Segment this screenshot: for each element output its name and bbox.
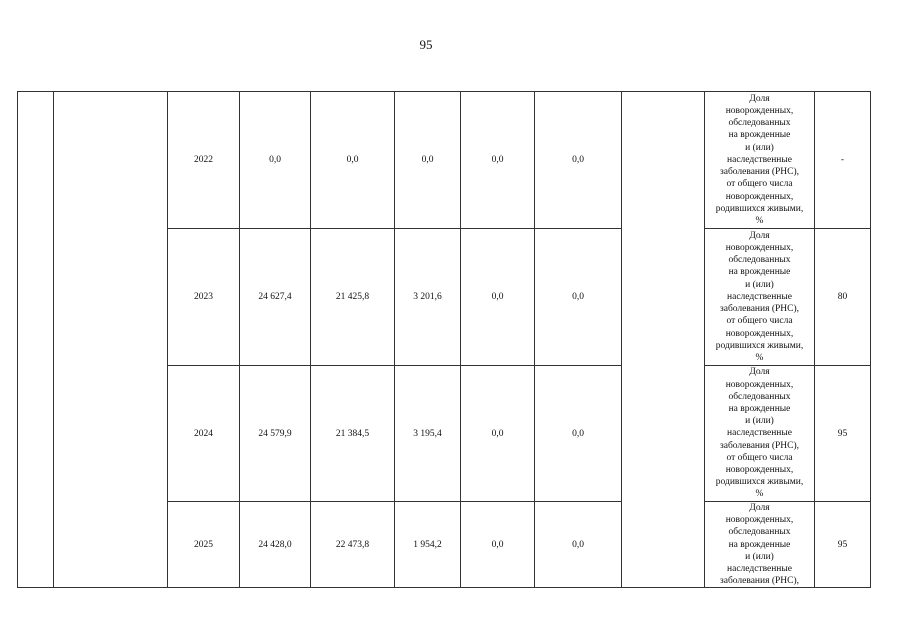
value-cell: 0,0 — [395, 92, 461, 229]
indicator-description: Доля новорожденных, обследованных на врожденные и (или) наследственные заболевания (РНС), от общего числа новорожденных, родившихся живыми, % — [705, 366, 815, 502]
value-cell: 0,0 — [461, 502, 535, 588]
total-cell: 24 627,4 — [240, 229, 311, 366]
total-cell: 0,0 — [240, 92, 311, 229]
value-cell: 0,0 — [535, 92, 622, 229]
value-cell: 0,0 — [535, 502, 622, 588]
year-cell: 2023 — [168, 229, 240, 366]
page-number: 95 — [419, 37, 433, 52]
year-cell: 2025 — [168, 502, 240, 588]
value-cell: 0,0 — [311, 92, 395, 229]
indicator-description: Доля новорожденных, обследованных на врожденные и (или) наследственные заболевания (РНС), от общего числа новорожденных, родившихся живыми, % — [705, 229, 815, 366]
value-cell: 0,0 — [461, 92, 535, 229]
value-cell: 0,0 — [535, 229, 622, 366]
empty-cell — [54, 92, 168, 588]
target-value-cell: 95 — [815, 366, 871, 502]
year-cell: 2022 — [168, 92, 240, 229]
indicator-description: Доля новорожденных, обследованных на врожденные и (или) наследственные заболевания (РНС), от общего числа новорожденных, родившихся живыми, % — [705, 92, 815, 229]
value-cell: 0,0 — [461, 366, 535, 502]
empty-cell — [18, 92, 54, 588]
table-row — [18, 92, 871, 229]
value-cell: 0,0 — [535, 366, 622, 502]
empty-cell — [622, 92, 705, 588]
total-cell: 24 579,9 — [240, 366, 311, 502]
year-cell: 2024 — [168, 366, 240, 502]
value-cell: 21 384,5 — [311, 366, 395, 502]
value-cell: 3 195,4 — [395, 366, 461, 502]
target-value-cell: 95 — [815, 502, 871, 588]
total-cell: 24 428,0 — [240, 502, 311, 588]
value-cell: 0,0 — [461, 229, 535, 366]
value-cell: 21 425,8 — [311, 229, 395, 366]
budget-table — [17, 91, 871, 588]
value-cell: 3 201,6 — [395, 229, 461, 366]
target-value-cell: 80 — [815, 229, 871, 366]
indicator-description: Доля новорожденных, обследованных на врожденные и (или) наследственные заболевания (РНС), — [705, 502, 815, 588]
value-cell: 1 954,2 — [395, 502, 461, 588]
target-value-cell: - — [815, 92, 871, 229]
value-cell: 22 473,8 — [311, 502, 395, 588]
